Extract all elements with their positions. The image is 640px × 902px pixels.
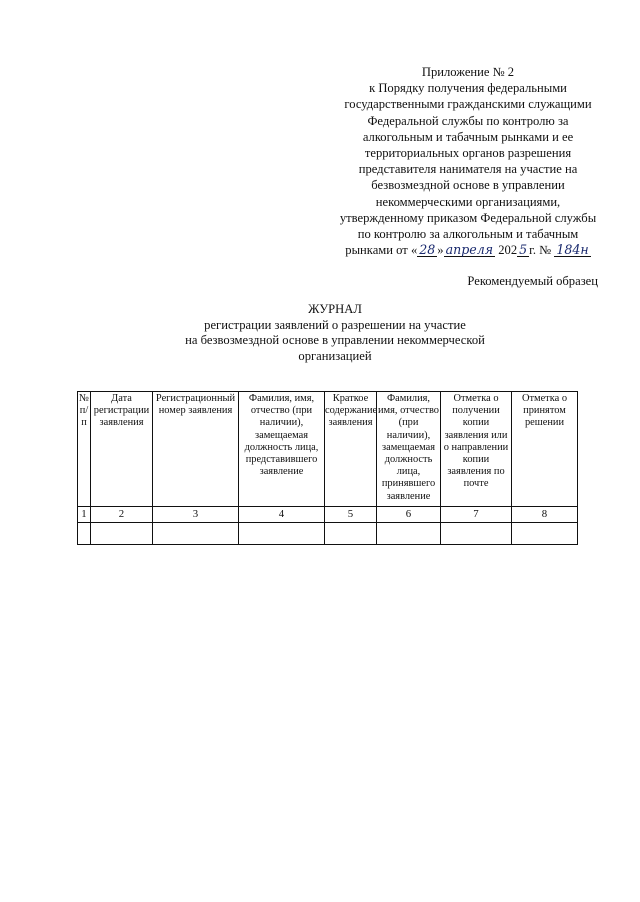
appendix-line: территориальных органов разрешения <box>364 146 572 161</box>
column-number: 4 <box>239 507 325 523</box>
column-number: 5 <box>325 507 377 523</box>
appendix-line: Приложение № 2 <box>421 65 515 79</box>
table-cell <box>78 523 91 545</box>
header-registration-number: Регистрационный номер заявления <box>153 392 239 507</box>
journal-subtitle-line: регистрации заявлений о разрешении на участие <box>204 317 466 332</box>
table-cell <box>153 523 239 545</box>
header-copy-mark: Отметка о получении копии заявления или о направлении копии заявления по почте <box>441 392 512 507</box>
appendix-line: по контролю за алкогольным и табачным <box>357 227 579 242</box>
order-number-handwritten: 184н <box>556 242 589 258</box>
order-day-handwritten: 28 <box>419 242 436 258</box>
header-submitter-name: Фамилия, имя, отчество (при наличии), замещаемая должность лица, представившего заявление <box>239 392 325 507</box>
journal-title: ЖУРНАЛ <box>308 302 362 316</box>
appendix-line: представителя нанимателя на участие на <box>358 162 578 177</box>
journal-subtitle-line: на безвозмездной основе в управлении некоммерческой <box>185 333 485 347</box>
order-date-prefix: рынками от « <box>345 243 418 258</box>
order-month-handwritten: апреля <box>445 242 494 258</box>
order-year-suffix: г. № <box>529 243 552 258</box>
column-number: 2 <box>91 507 153 523</box>
table-cell <box>91 523 153 545</box>
table-cell <box>325 523 377 545</box>
appendix-line: безвозмездной основе в управлении <box>371 178 565 193</box>
header-registration-date: Дата регистрации заявления <box>91 392 153 507</box>
order-date-line <box>318 242 618 258</box>
table-cell <box>377 523 441 545</box>
table-cell <box>239 523 325 545</box>
order-year-prefix: 202 <box>498 243 518 258</box>
header-receiver-name: Фамилия, имя, отчество (при наличии), замещаемая должность лица, принявшего заявление <box>377 392 441 507</box>
column-number: 8 <box>512 507 578 523</box>
table-header-row <box>78 392 578 507</box>
registration-journal-table <box>77 391 578 545</box>
appendix-line: к Порядку получения федеральными <box>369 81 567 96</box>
column-number: 6 <box>377 507 441 523</box>
table-empty-row <box>78 523 578 545</box>
column-number: 3 <box>153 507 239 523</box>
header-summary: Краткое содержание заявления <box>325 392 377 507</box>
recommended-sample-label: Рекомендуемый образец <box>467 274 598 288</box>
appendix-line: утвержденному приказом Федеральной службы <box>339 210 597 225</box>
table-cell <box>512 523 578 545</box>
order-quote-close: » <box>437 243 444 258</box>
appendix-line: государственными гражданскими служащими <box>344 97 592 112</box>
table-cell <box>441 523 512 545</box>
table-number-row <box>78 507 578 523</box>
column-number: 1 <box>78 507 91 523</box>
column-number: 7 <box>441 507 512 523</box>
appendix-block <box>318 64 618 258</box>
journal-subtitle-line: организацией <box>298 348 372 363</box>
order-year-digit-handwritten: 5 <box>519 242 528 258</box>
journal-title-block <box>120 302 550 364</box>
appendix-line: некоммерческими организациями, <box>375 194 561 209</box>
appendix-line: алкогольным и табачным рынками и ее <box>362 129 574 144</box>
header-decision-mark: Отметка о принятом решении <box>512 392 578 507</box>
appendix-line: Федеральной службы по контролю за <box>367 113 569 128</box>
header-number: № п/п <box>78 392 91 507</box>
